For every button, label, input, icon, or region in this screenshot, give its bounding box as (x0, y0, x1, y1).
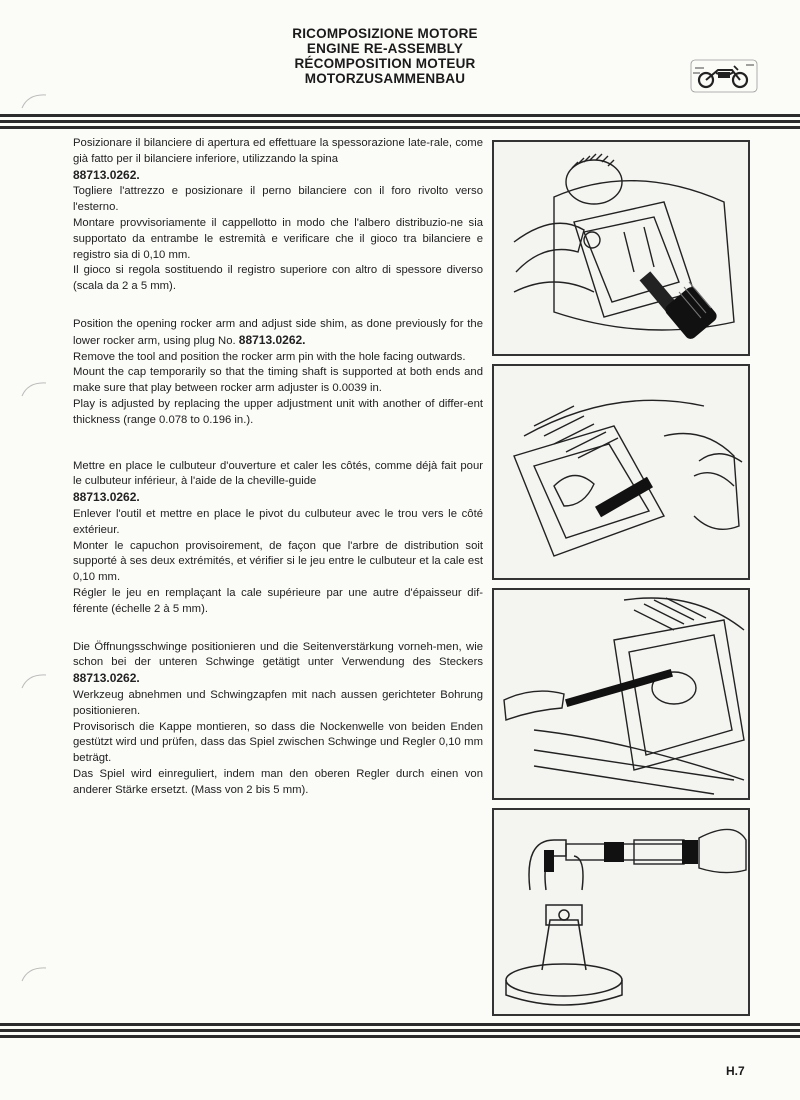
header-stripe-band (0, 114, 800, 132)
figure-plug-insertion (492, 140, 750, 356)
french-p2: Enlever l'outil et mettre en place le pivot du culbuteur avec le trou vers le côté extérieur. (73, 507, 483, 536)
figure-cap-mounting (492, 588, 750, 800)
french-p1: Mettre en place le culbuteur d'ouverture et caler les côtés, comme déjà fait pour le culbuteur inférieur, à l'aide de la cheville-guide (73, 459, 483, 488)
german-part-number: 88713.0262. (73, 671, 140, 686)
german-p2: Werkzeug abnehmen und Schwingzapfen mit nach aussen gerichteter Bohrung positionieren. (73, 688, 483, 717)
figure-micrometer-drawing (494, 810, 748, 1014)
motorcycle-logo-icon (690, 56, 758, 96)
section-french (73, 459, 483, 618)
page-header (240, 26, 530, 86)
section-italian (73, 136, 483, 295)
instruction-text-column (73, 136, 483, 820)
english-p3: Mount the cap temporarily so that the timing shaft is supported at both ends and make sure that play between rocker arm adjuster is 0.0039 in. (73, 366, 483, 395)
german-p1: Die Öffnungsschwinge positionieren und die Seitenverstärkung vorneh-men, wie schon bei der unteren Schwinge getätigt unter Verwendung des Steckers (73, 640, 483, 669)
title-english: ENGINE RE-ASSEMBLY (306, 41, 464, 56)
english-p4: Play is adjusted by replacing the upper adjustment unit with another of differ-ent thickness (range 0.078 to 0.196 in.). (73, 397, 483, 426)
figure-plug-insertion-drawing (494, 142, 748, 354)
title-french: RÉCOMPOSITION MOTEUR (294, 56, 476, 71)
figure-pin-positioning-drawing (494, 366, 748, 578)
binder-hole-mark (20, 672, 50, 690)
french-p4: Régler le jeu en remplaçant la cale supérieure par une autre d'épaisseur dif-férente (échelle 2 à 5 mm). (73, 586, 483, 615)
italian-part-number: 88713.0262. (73, 167, 140, 182)
section-german (73, 640, 483, 799)
french-part-number: 88713.0262. (73, 490, 140, 505)
figure-micrometer (492, 808, 750, 1016)
italian-p2: Togliere l'attrezzo e posizionare il perno bilanciere con il foro rivolto verso l'esterno. (73, 185, 483, 214)
title-italian: RICOMPOSIZIONE MOTORE (292, 26, 478, 41)
english-p1: Position the opening rocker arm and adjust side shim, as done previously for the lower rocker arm, using plug No. (73, 317, 483, 347)
page-number: H.7 (726, 1064, 745, 1078)
english-p2: Remove the tool and position the rocker arm pin with the hole facing outwards. (73, 350, 466, 363)
binder-hole-mark (20, 965, 50, 983)
binder-hole-mark (20, 380, 50, 398)
figure-cap-mounting-drawing (494, 590, 748, 798)
title-german: MOTORZUSAMMENBAU (304, 71, 466, 86)
italian-p3: Montare provvisoriamente il cappellotto in modo che l'albero distribuzio-ne sia supportato da entrambe le estremità e verificare che il gioco tra bilanciere e registro sia di 0,10 mm. (73, 216, 483, 261)
english-part-number: 88713.0262. (238, 332, 306, 347)
binder-hole-mark (20, 92, 50, 110)
footer-stripe-band (0, 1023, 800, 1041)
italian-p4: Il gioco si regola sostituendo il registro superiore con altro di spessore diverso (scala da 2 a 5 mm). (73, 264, 483, 293)
figure-pin-positioning (492, 364, 750, 580)
german-p3: Provisorisch die Kappe montieren, so dass die Nockenwelle von beiden Enden gestützt wird und prüfen, dass das Spiel zwischen Schwinge und Regler 0,10 mm beträgt. (73, 720, 483, 765)
french-p3: Monter le capuchon provisoirement, de façon que l'arbre de distribution soit supporté à ses deux extrémités, et vérifier si le jeu entre le culbuteur et la cale est 0,10 mm. (73, 539, 483, 584)
german-p4: Das Spiel wird einreguliert, indem man den oberen Regler durch einen von anderer Stärke ersetzt. (Mass von 2 bis 5 mm). (73, 767, 483, 796)
section-english (73, 317, 483, 429)
italian-p1: Posizionare il bilanciere di apertura ed effettuare la spessorazione late-rale, come già fatto per il bilanciere inferiore, utilizzando la spina (73, 137, 483, 165)
